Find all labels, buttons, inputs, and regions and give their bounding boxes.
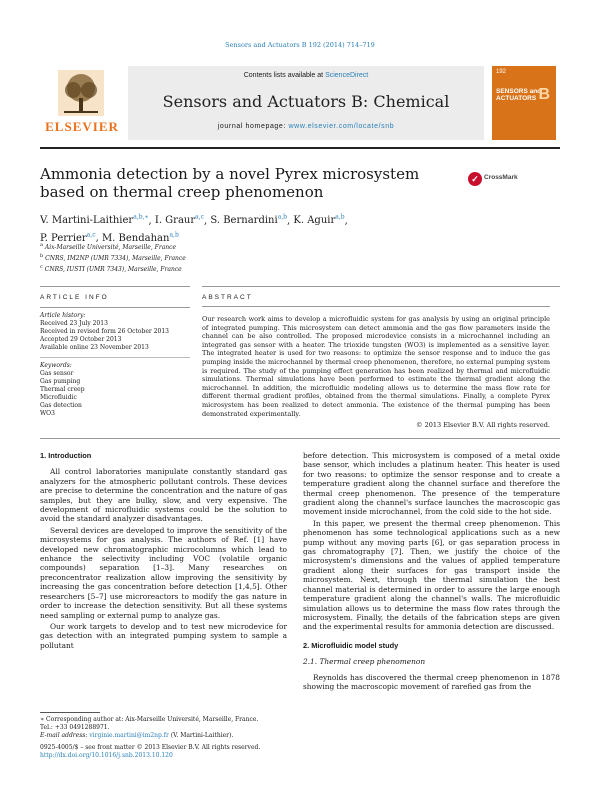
history-item: Available online 23 November 2013 [40,344,149,351]
affiliations [40,241,340,274]
history-item: Received 23 July 2013 [40,320,108,327]
header-divider [40,147,560,149]
journal-header-box [128,66,484,140]
subsection-heading: 2.1. Thermal creep phenomenon [303,657,426,667]
cover-letter: B [538,86,550,103]
issn-line: 0925-4005/$ – see front matter © 2013 Elsevier B.V. All rights reserved. [40,744,261,751]
crossmark-badge[interactable] [468,170,528,190]
journal-citation[interactable]: Sensors and Actuators B 192 (2014) 714–719 [225,41,375,49]
contents-prefix: Contents lists available at [243,72,326,79]
author[interactable]: V. Martini-Laithier$^{a,b,∗}$ [40,214,149,227]
keywords-label: Keywords: [40,362,72,369]
section-heading: 2. Microfluidic model study [303,640,399,650]
divider [40,357,190,358]
keyword: Gas detection [40,402,82,409]
divider [40,286,190,287]
sciencedirect-link[interactable]: ScienceDirect [325,72,369,79]
email-label: E-mail address: [40,732,90,739]
copyright: © 2013 Elsevier B.V. All rights reserved. [416,421,550,430]
history-label: Article history: [40,312,86,319]
crossmark-label: CrossMark [484,174,518,181]
paragraph: Our work targets to develop and to test new microdevice for gas detection with an integrated pumping system to sample a pollutant [40,621,287,650]
email-suffix: (V. Martini-Laithier). [168,732,234,739]
affiliation: $^a$ Aix-Marseille Université, Marseille, France [40,242,177,251]
keyword: Microfluidic [40,394,77,401]
keyword: Gas sensor [40,370,74,377]
cover-volume: 192 [496,69,507,75]
section-heading: 1. Introduction [40,451,92,460]
history-item: Accepted 29 October 2013 [40,336,122,343]
homepage-url-link[interactable]: www.elsevier.com/locate/snb [288,123,395,130]
email-link[interactable]: virginie.martini@im2np.fr [89,732,169,739]
author[interactable]: S. Bernardini$^{a,b}$ [210,214,288,227]
abstract [202,294,550,429]
journal-title: Sensors and Actuators B: Chemical [162,92,450,111]
article-info [40,294,180,418]
affiliation: $^b$ CNRS, IM2NP (UMR 7334), Marseille, France [40,253,186,262]
crossmark-icon: ✓ [468,172,482,186]
contents-line [128,72,484,79]
elsevier-tree-icon [58,70,104,116]
journal-cover [492,66,556,140]
elsevier-logo [40,66,124,140]
divider [40,307,190,308]
corresponding-author-note: ∗ Corresponding author at: Aix-Marseille Université, Marseille, France. [40,716,259,723]
article-title: Ammonia detection by a novel Pyrex microsystem based on thermal creep phenomenon [40,165,420,201]
history-item: Received in revised form 26 October 2013 [40,328,169,335]
keyword: Thermal creep [40,386,85,393]
body-left-column [40,451,287,650]
divider [202,306,550,307]
publisher-name: ELSEVIER [45,119,119,134]
keyword: Gas pumping [40,378,81,385]
divider [202,286,560,287]
cover-title: SENSORS and ACTUATORS [496,88,542,102]
abstract-text: Our research work aims to develop a microfluidic system for gas analysis by using an original principle of integrated pumping. This microsystem can detect ammonia and the gas flow parameters inside the channel can be also controlled. The proposed microdevice consists in a microchannel including an integrated gas sensor with a heater. The trioxide tungsten (WO3) is implemented as a sensitive layer. The integrated heater is used for two reasons: to optimize the sensor response and to induce the gas pumping inside the microchannel by thermal creep phenomenon, therefore, no external pumping system is required. The study of the pumping effect generation has been realized by thermal and microfluidic simulations. Thermal simulations have been performed to estimate the thermal gradient along the microchannel. In addition, the microfluidic modeling allows us to determine the mass flow rate for different thermal gradient profiles, obtained from the thermal simulations. Finally, a complete Pyrex microsystem has been realized to detect ammonia. The existence of the thermal pumping has been demonstrated experimentally. [202,315,550,418]
keyword: WO3 [40,410,55,417]
affiliation: $^c$ CNRS, IUSTI (UMR 7343), Marseille, France [40,264,182,273]
doi-link[interactable]: http://dx.doi.org/10.1016/j.snb.2013.10.120 [40,752,173,759]
paragraph: Reynolds has discovered the thermal creep phenomenon in 1878 showing the macroscopic movement of rarefied gas from the [303,672,560,691]
paragraph: In this paper, we present the thermal creep phenomenon. This phenomenon has some technological applications such as a new pump without any moving parts [6], or gas separation process in gas chromatography [7]. Then, we justify the choice of the microsystem's dimensions and the values of applied temperature gradient along their surfaces for gas transport inside the microsystem. Next, through the thermal simulation the best channel material is determined in order to assure the large enough temperature gradient along the channel's walls. The microfluidic simulation allows us to determine the mass flow rates through the microsystem. Finally, the details of the fabrication steps are given and the experimental results for ammonia detection are discussed. [303,518,560,632]
author[interactable]: M. Bendahan$^{a,b}$ [101,231,179,244]
footnotes [40,716,290,760]
homepage-line [128,123,484,130]
author[interactable]: K. Aguir$^{a,b}$ [293,214,345,227]
divider [40,438,560,439]
article-info-heading: ARTICLE INFO [40,294,109,301]
author-list: V. Martini-Laithier$^{a,b,∗}$, I. Graur$^{a,c}$, S. Bernardini$^{a,b}$, K. Aguir$^{a,b}$, P. Perrier$^{a,c}$, M. Bendahan$^{a,b}$ [40,214,348,244]
paragraph: before detection. This microsystem is composed of a metal oxide base sensor, which includes a platinum heater. This heater is used for two reasons: to optimize the sensor response and to create a temperature gradient along the channel surface and therefore the thermal creep phenomenon. The presence of the temperature gradient along the channel's surface launches the macroscopic gas movement inside microchannel, from the cold side to the hot side. [303,451,560,517]
author[interactable]: I. Graur$^{a,c}$ [154,214,204,227]
paragraph: Several devices are developed to improve the sensitivity of the microsystems for gas analysis. The authors of Ref. [1] have developed new chromatographic microcolumns which lead to enhance the selectivity including VOC (volatile organic compounds) separation [1–3]. Many researches on preconcentrator realization allow improving the sensitivity by increasing the gas concentration before detection [1,4,5]. Other researchers [5–7] use microreactors to modify the gas nature in order to increase the detection sensitivity. But all these systems need sampling or external pump to analyze gas. [40,525,287,620]
abstract-heading: ABSTRACT [202,294,253,301]
telephone: Tel.: +33 0491288971. [40,724,110,731]
author[interactable]: P. Perrier$^{a,c}$ [40,231,96,244]
footnote-divider [40,712,100,713]
paragraph: All control laboratories manipulate constantly standard gas analyzers for the atmospheric pollutant controls. These devices are precise to determine the concentration and the nature of gas samples, but they are bulky, slow, and very expensive. The development of microfluidic systems could be the solution to avoid the standard analyzer disadvantages. [40,467,287,524]
body-right-column [303,451,560,691]
homepage-prefix: journal homepage: [217,123,289,130]
